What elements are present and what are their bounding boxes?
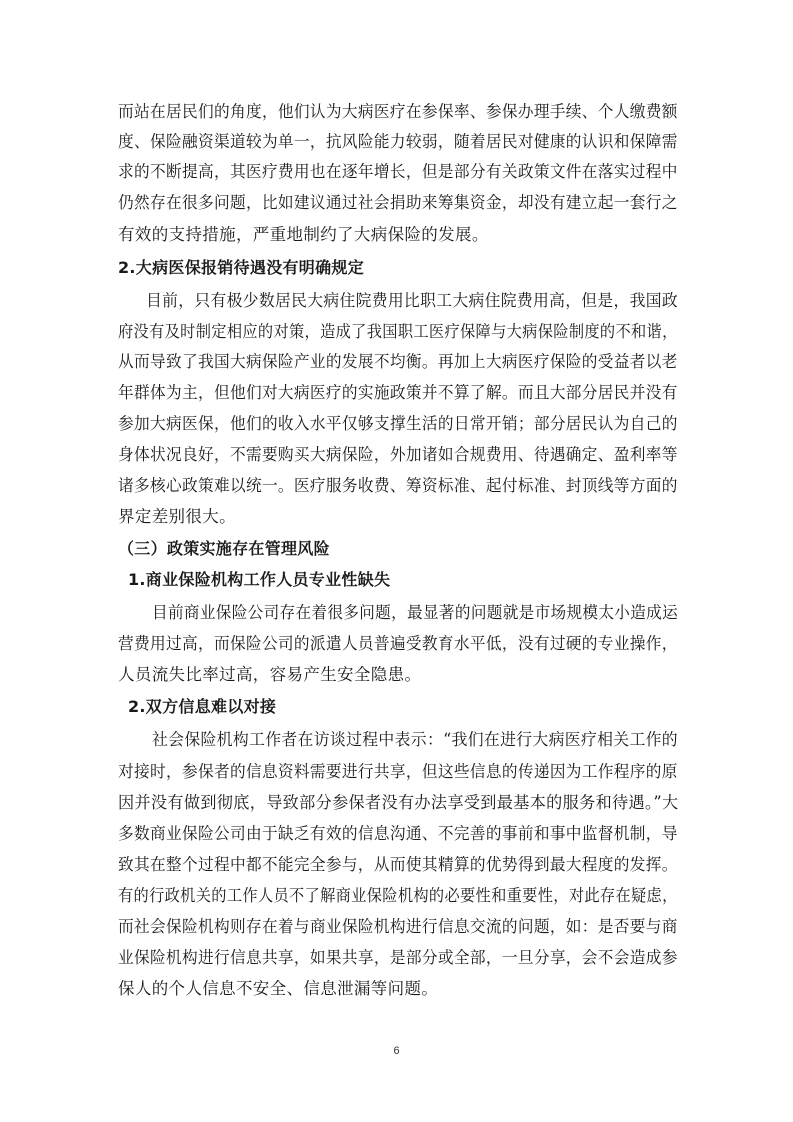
- paragraph-line: 目前，只有极少数居民大病住院费用比职工大病住院费用高，但是，我国政: [146, 291, 679, 310]
- paragraph-line: 因并没有做到彻底，导致部分参保者没有办法享受到最基本的服务和待遇。”大: [118, 793, 679, 812]
- paragraph-line: 致其在整个过程中都不能完全参与，从而使其精算的优势得到最大程度的发挥。: [118, 855, 678, 874]
- paragraph-line: 有的行政机关的工作人员不了解商业保险机构的必要性和重要性，对此存在疑虑，: [118, 886, 678, 905]
- section-heading: （三）政策实施存在管理风险: [118, 539, 330, 558]
- paragraph-line: 年群体为主，但他们对大病医疗的实施政策并不算了解。而且大部分居民并没有: [118, 383, 678, 402]
- page-number: 6: [393, 1045, 400, 1057]
- subsection-heading: 2.双方信息难以对接: [128, 697, 277, 716]
- paragraph-line: 有效的支持措施，严重地制约了大病保险的发展。: [118, 225, 489, 244]
- paragraph-line: 而站在居民们的角度，他们认为大病医疗在参保率、参保办理手续、个人缴费额: [118, 102, 678, 121]
- paragraph-line: 身体状况良好，不需要购买大病保险，外加诸如合规费用、待遇确定、盈利率等: [118, 445, 678, 464]
- subsection-heading: 1.商业保险机构工作人员专业性缺失: [128, 570, 391, 589]
- paragraph-line: 保人的个人信息不安全、信息泄漏等问题。: [118, 979, 439, 998]
- paragraph-line: 求的不断提高，其医疗费用也在逐年增长，但是部分有关政策文件在落实过程中: [118, 162, 678, 181]
- paragraph-line: 人员流失比率过高，容易产生安全隐患。: [118, 665, 422, 684]
- paragraph-line: 营费用过高，而保险公司的派遣人员普遍受教育水平低，没有过硬的专业操作，: [118, 634, 678, 653]
- paragraph-line: 多数商业保险公司由于缺乏有效的信息沟通、不完善的事前和事中监督机制，导: [118, 824, 678, 843]
- paragraph-line: 度、保险融资渠道较为单一，抗风险能力较弱，随着居民对健康的认识和保障需: [118, 132, 678, 151]
- paragraph-line: 仍然存在很多问题，比如建议通过社会捐助来筹集资金，却没有建立起一套行之: [118, 193, 678, 212]
- paragraph-line: 界定差别很大。: [118, 507, 236, 526]
- paragraph-line: 而社会保险机构则存在着与商业保险机构进行信息交流的问题，如：是否要与商: [118, 917, 678, 936]
- paragraph-line: 对接时，参保者的信息资料需要进行共享，但这些信息的传递因为工作程序的原: [118, 762, 678, 781]
- paragraph-line: 目前商业保险公司存在着很多问题，最显著的问题就是市场规模太小造成运: [152, 603, 679, 622]
- paragraph-line: 从而导致了我国大病保险产业的发展不均衡。再加上大病医疗保险的受益者以老: [118, 352, 678, 371]
- paragraph-line: 业保险机构进行信息共享，如果共享，是部分或全部，一旦分享，会不会造成参: [118, 948, 678, 967]
- paragraph-line: 参加大病医保，他们的收入水平仅够支撑生活的日常开销；部分居民认为自己的: [118, 414, 678, 433]
- section-heading: 2.大病医保报销待遇没有明确规定: [118, 258, 365, 277]
- paragraph-line: 诸多核心政策难以统一。医疗服务收费、筹资标准、起付标准、封顶线等方面的: [118, 476, 678, 495]
- paragraph-line: 社会保险机构工作者在访谈过程中表示：“我们在进行大病医疗相关工作的: [152, 730, 678, 749]
- paragraph-line: 府没有及时制定相应的对策，造成了我国职工医疗保障与大病保险制度的不和谐，: [118, 322, 678, 341]
